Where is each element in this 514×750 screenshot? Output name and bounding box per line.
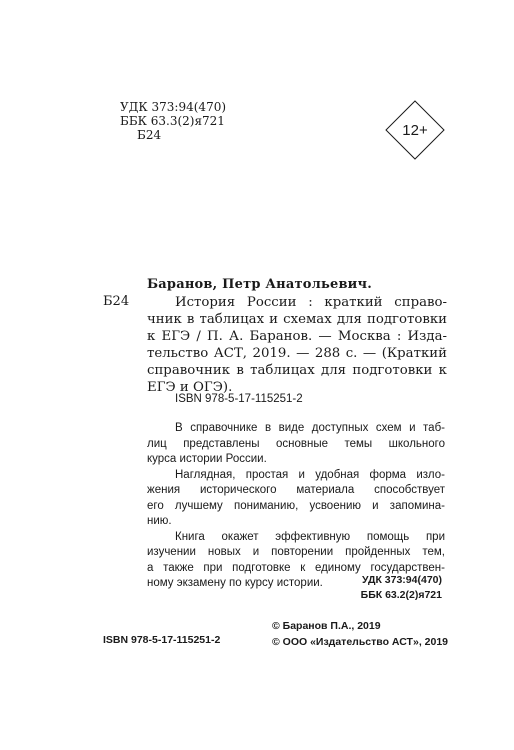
age-rating-label: 12+ — [402, 121, 428, 139]
author-code: Б24 — [137, 128, 162, 142]
bibliographic-description — [147, 294, 447, 396]
bottom-classification-codes — [361, 573, 442, 603]
bottom-isbn: ISBN 978-5-17-115251-2 — [103, 634, 221, 646]
biblio-line: ЕГЭ и ОГЭ). — [147, 380, 233, 395]
biblio-line: История России : краткий справо- — [175, 295, 447, 310]
isbn-line: ISBN 978-5-17-115251-2 — [175, 393, 303, 405]
bbk-code: ББК 63.3(2)я721 — [120, 114, 225, 128]
biblio-line: справочник в таблицах для подготовки к — [147, 363, 447, 378]
annotation-line: его лучшему пониманию, усвоению и запомина- — [147, 499, 445, 512]
annotation-line: курса истории России. — [147, 453, 267, 465]
bottom-bbk-code: ББК 63.2(2)я721 — [360, 589, 442, 601]
copyright-block — [272, 618, 448, 650]
annotation-line: жения исторического материала способствует — [147, 484, 445, 496]
copyright-publisher: © ООО «Издательство АСТ», 2019 — [272, 636, 449, 648]
biblio-line: чник в таблицах и схемах для подготовки — [147, 312, 447, 327]
age-rating-badge — [385, 100, 445, 160]
biblio-line: тельство АСТ, 2019. — 288 с. — (Краткий — [147, 346, 447, 361]
author-heading: Баранов, Петр Анатольевич. — [147, 277, 372, 292]
copyright-author: © Баранов П.А., 2019 — [272, 620, 381, 632]
bottom-udk-code: УДК 373:94(470) — [361, 574, 442, 586]
biblio-line: к ЕГЭ / П. А. Баранов. — Москва : Изда- — [147, 329, 447, 344]
annotation-line: Наглядная, простая и удобная форма изло- — [175, 468, 445, 481]
author-code-left: Б24 — [103, 294, 130, 309]
annotation-line: ному экзамену по курсу истории. — [147, 577, 323, 589]
classification-codes — [120, 100, 226, 142]
annotation-line: лиц представлены основные темы школьного — [147, 437, 445, 450]
annotation — [147, 421, 445, 592]
annotation-line: нию. — [147, 515, 172, 527]
annotation-line: Книга окажет эффективную помощь при — [175, 530, 445, 543]
annotation-line: В справочнике в виде доступных схем и таб- — [175, 422, 445, 434]
annotation-line: изучении новых и повторении пройденных тем, — [147, 546, 445, 558]
udk-code: УДК 373:94(470) — [120, 100, 227, 114]
annotation-line: а также при подготовке к единому государствен- — [147, 561, 445, 574]
